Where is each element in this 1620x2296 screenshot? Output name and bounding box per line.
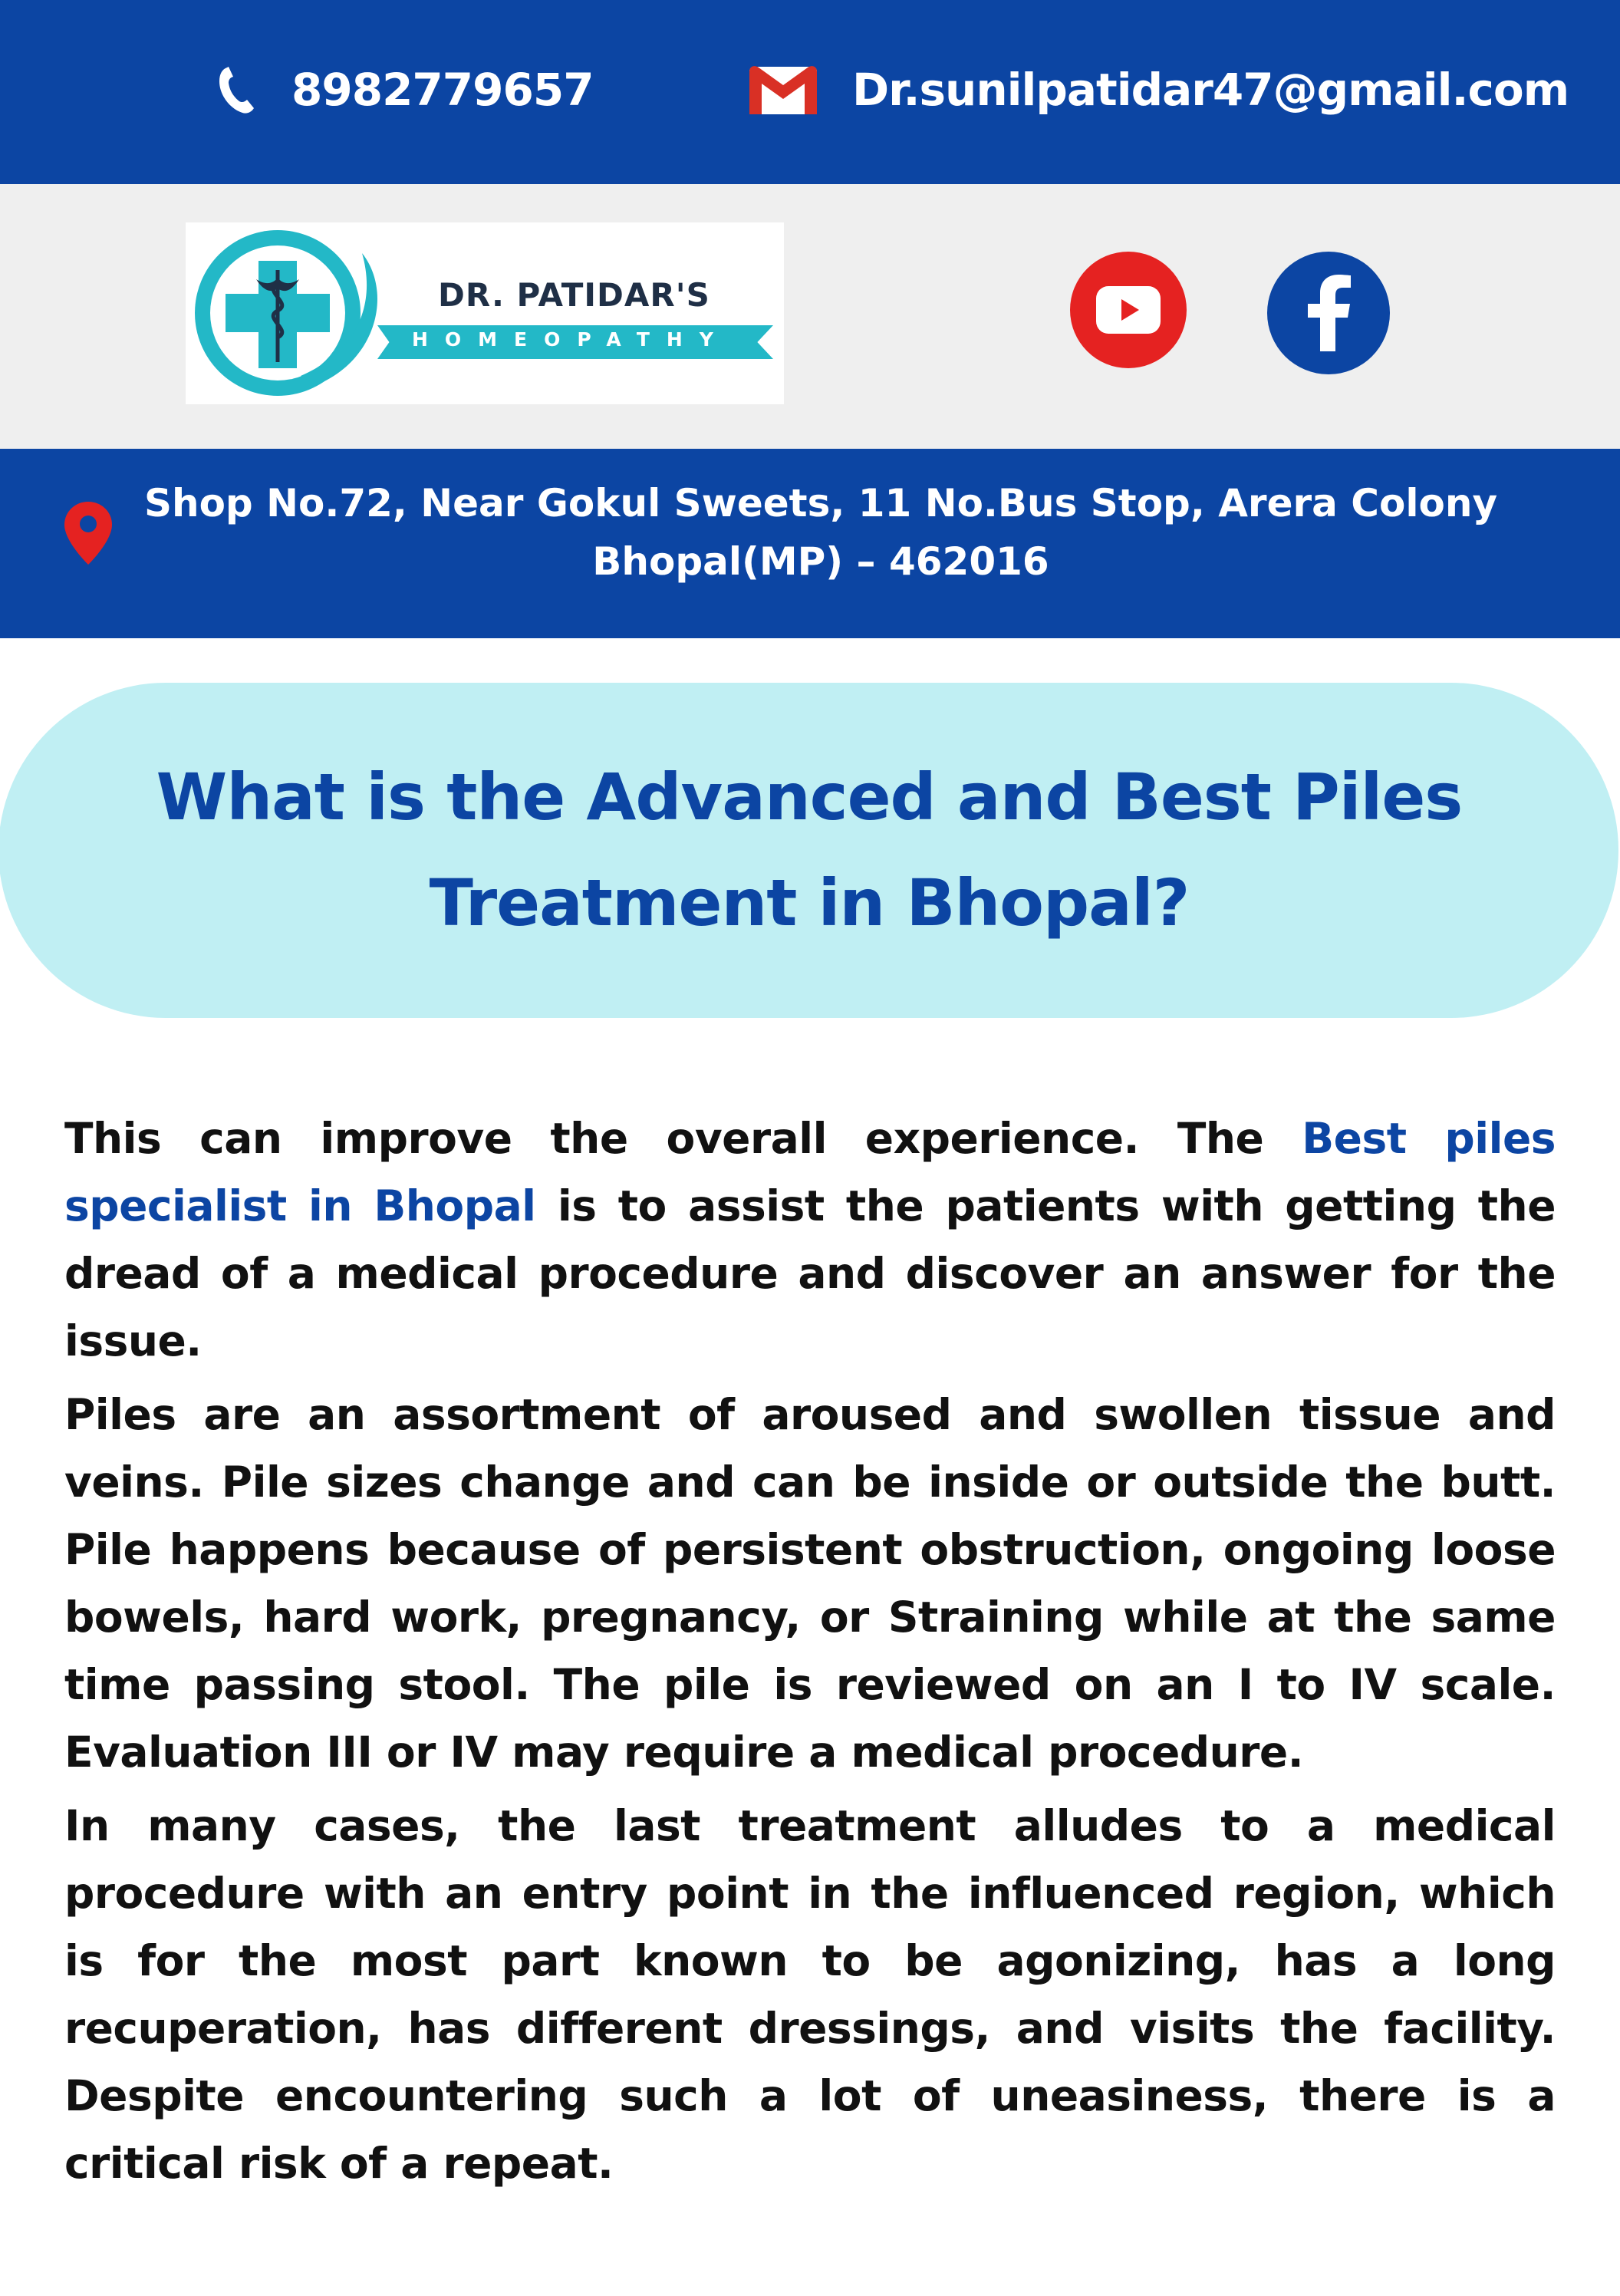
clinic-address <box>123 474 1519 591</box>
paragraph-3: In many cases, the last treatment alludes to a medical procedure with an entry point in the influenced region, which is for the most part known to be agonizing, has a long recuperation, has different dressings, and visits the facility. Despite encountering such a lot of uneasiness, there is a critical risk of a repeat. <box>64 1801 1556 2188</box>
clinic-logo[interactable] <box>186 222 784 404</box>
email-contact[interactable] <box>748 55 1569 124</box>
youtube-button[interactable] <box>1070 252 1187 368</box>
address-line-1: Shop No.72, Near Gokul Sweets, 11 No.Bus Stop, Arera Colony <box>143 481 1498 525</box>
logo-subtitle: HOMEOPATHY <box>412 328 730 351</box>
phone-icon <box>216 64 258 115</box>
location-pin-icon <box>64 502 112 568</box>
paragraph-2: Piles are an assortment of aroused and swollen tissue and veins. Pile sizes change and can be inside or outside the butt. Pile happens because of persistent obstruction, ongoing loose bowels, hard work, pregnancy, or Straining while at the same time passing stool. The pile is reviewed on an I to IV scale. Evaluation III or IV may require a medical procedure. <box>64 1390 1556 1777</box>
article-body <box>64 1105 1556 2203</box>
phone-contact[interactable] <box>216 55 594 124</box>
facebook-button[interactable] <box>1267 252 1390 374</box>
email-address: Dr.sunilpatidar47@gmail.com <box>852 64 1569 116</box>
paragraph-1-end: is to assist the patients with getting the dread of a medical procedure and discover an answer for the issue. <box>64 1181 1556 1365</box>
medical-cross-emblem-icon <box>186 222 431 404</box>
logo-title: DR. PATIDAR'S <box>438 276 710 314</box>
phone-number: 8982779657 <box>291 64 594 116</box>
page-title-line-1: What is the Advanced and Best Piles <box>156 759 1463 835</box>
address-line-2: Bhopal(MP) – 462016 <box>592 539 1049 584</box>
specialist-link[interactable]: Best piles specialist in Bhopal <box>64 1114 1556 1230</box>
gmail-icon <box>748 64 818 116</box>
youtube-icon <box>1096 286 1161 334</box>
paragraph-1 <box>64 1105 1556 1375</box>
page-title <box>69 744 1549 956</box>
paragraph-1-start: This can improve the overall experience. The <box>64 1114 1302 1163</box>
page-title-line-2: Treatment in Bhopal? <box>429 865 1190 940</box>
facebook-icon <box>1302 275 1355 351</box>
